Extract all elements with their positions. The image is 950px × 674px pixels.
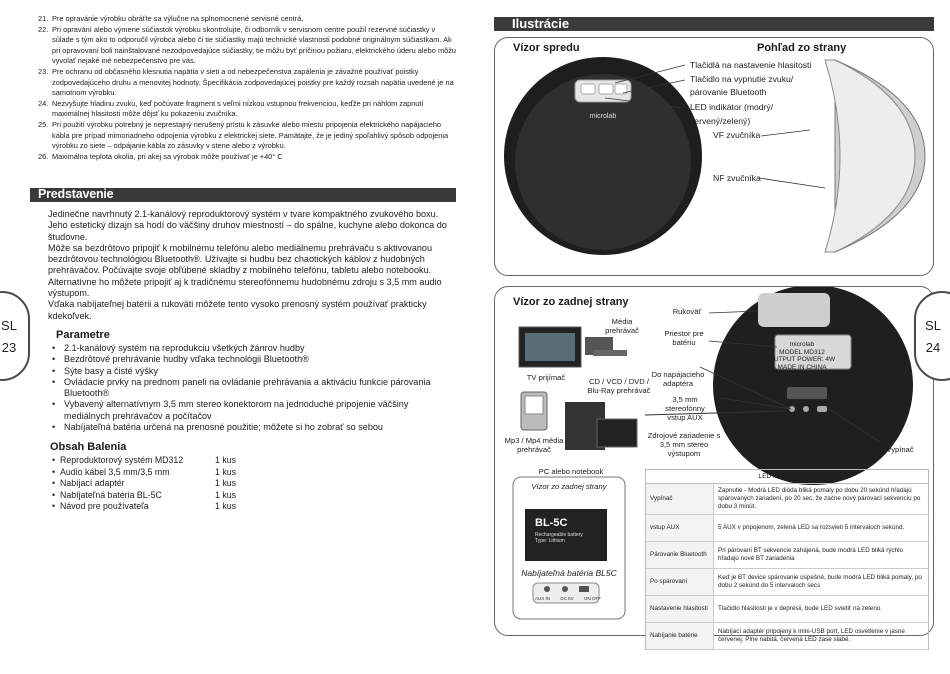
list-item: • Nabíjateľná batéria BL-5C 1 kus — [52, 489, 237, 500]
label-mp3: Mp3 / Mp4 média prehrávač — [504, 436, 564, 454]
table-row: Nabíjanie batérie Nabíjací adaptér pripojený k mini-USB port, LED osvetlenie v jasne červenej. Plne nabitá, červená LED zase slabé. — [645, 623, 929, 650]
label-lf-driver: NF zvučníka — [713, 173, 761, 183]
list-item: • Bezdrôtové prehrávanie hudby vďaka technológii Bluetooth® — [52, 354, 309, 365]
list-item: • Vybavený alternatívnym 3,5 mm stereo konektorom na jednoduché pripojenie väčšiny mediálnych prehrávačov a počítačov — [52, 399, 409, 421]
label-led: LED indikátor (modrý/ — [690, 102, 774, 112]
section-bar-predstavenie — [30, 188, 456, 202]
list-item: • Návod pre používateľa 1 kus — [52, 501, 237, 511]
note-item: 24. Nezvyšujte hladinu zvuku, keď počúvate fragment s veľmi nízkou vstupnou frekvenciou, keďže pri náhlom zapnutí maximálnej hlasitosti môže dôjsť ku pokazeniu zvučníka. — [38, 98, 424, 119]
package-list — [52, 455, 282, 513]
list-item: • Reproduktorový systém MD312 1 kus — [52, 455, 237, 465]
label-plate-text: microlab MODEL MD312 OUTPUT POWER: 4W MADE IN CHINA — [768, 341, 836, 371]
package-heading: Obsah Balenia — [50, 441, 127, 453]
label-power-adapter: Do napájacieho adaptéra — [651, 370, 705, 388]
handle-icon — [758, 293, 830, 327]
list-item: • Sýte basy a čisté výšky — [52, 365, 159, 376]
aux-port-icon — [803, 406, 809, 412]
front-view-title: Vízor spredu — [513, 42, 580, 54]
safety-notes — [38, 14, 458, 162]
intro-paragraph: Jedinečne navrhnutý 2.1-kanálový reproduktorový systém v tvare kompaktného zvukového boxu. — [48, 209, 439, 219]
list-item: • Nabíjateľná batéria určená na prenosné použitie; môžete si ho zobrať so sebou — [52, 422, 383, 433]
list-item: • 2.1-kanálový systém na reprodukciu všetkých žánrov hudby — [52, 343, 305, 353]
intro-paragraph: Jeho estetický dizajn sa hodí do väčšiny druhov miestností – do spálne, kuchyne alebo dokonca do študovne. — [48, 220, 447, 242]
page-number: 24 — [925, 340, 941, 355]
params-heading: Parametre — [56, 329, 110, 341]
list-item: • Audio kábel 3,5 mm/3,5 mm 1 kus — [52, 466, 237, 477]
side-view-title: Pohľad zo strany — [757, 42, 847, 54]
battery-caption: Nabíjateľná batéria BL5C — [521, 568, 617, 578]
intro-paragraph: Môže sa bezdrôtovo pripojiť k mobilnému telefónu alebo mediálnemu prehrávaču s aktivovanou bezdrôtovou technológiou Bluetooth®. Užívajte si hudbu bez chaotických káblov z hudobných prehrávačov. Počúvajte svoje obľúbené skladby z mobilného telefónu, tabletu alebo notebooku. — [48, 242, 433, 276]
label-source-device: Zdrojové zariadenie s 3,5 mm stereo výstupom — [647, 431, 721, 458]
note-item: 25. Pri použití výrobku potrebný je neprestajný nerušený prístu k zásuvke alebo miestu pripojenia elektrického napájacieho kábla pre prípad mimoriadneho odpojenia výrobku z elektrickej siete. Pamätajte, že je jediný spoľahlivý spôsob odpojenia výrobku zo siete – odpájanie kábla zo zásuvky v stene alebo z výrobku. — [38, 119, 449, 151]
label-aux-input: 3,5 mm stereofónny vstup AUX — [665, 395, 705, 422]
intro-text — [48, 209, 448, 322]
section-bar-ilustracie — [494, 17, 934, 31]
page-number: 23 — [1, 340, 17, 355]
language-code: SL — [1, 318, 17, 333]
label-led: červený/zelený) — [690, 116, 751, 126]
label-volume-buttons: Tlačidlá na nastavenie hlasitosti — [690, 60, 812, 70]
power-switch-icon — [817, 406, 827, 412]
page-tab-right — [914, 291, 950, 381]
page-tab-left — [0, 291, 30, 381]
led-status-table — [645, 469, 929, 650]
label-mute-pair: párovanie Bluetooth — [690, 87, 767, 97]
label-battery-bay: Priestor pre batériu — [664, 329, 704, 347]
label-media-player: Média prehrávač — [605, 317, 639, 335]
notebook-icon — [597, 419, 637, 447]
section-title: Ilustrácie — [512, 16, 570, 31]
battery-model: BL-5C — [535, 517, 568, 529]
label-tv: TV prijímač — [526, 373, 566, 382]
battery-spec: Rechargeable battery Type: Lithium — [535, 532, 583, 544]
table-row: vstup AUX 5 AUX v pripojenom, zelená LED sa rozsvieti 5 intervaloch sekúnd. — [645, 515, 929, 542]
list-item: • Ovládacie prvky na prednom paneli na ovládanie prehrávania a aktiváciu funkcie párovania Bluetooth® — [52, 376, 431, 399]
front-view-panel — [494, 37, 934, 276]
table-row: Párovanie Bluetooth Pri párovaní BT sekvencie zahájená, bude modrá LED bliká rýchlo hľadajú nové BT zariadenia — [645, 542, 929, 569]
table-row: Po spárovaní Keď je BT device spárovanie úspešné, bude modrá LED bliká pomaly, po dobu 2 sekúnd do 5 intervaloch secs — [645, 569, 929, 596]
label-mute-pair: Tlačidlo na vypnutie zvuku/ — [690, 74, 794, 84]
params-list — [52, 343, 452, 433]
note-item: 21. Pre opravánie výrobku obráťte sa výlučne na splnomocnené servisné centrá. — [38, 14, 304, 23]
language-code: SL — [925, 318, 941, 333]
table-row: Nastavenie hlasitosti Tlačidlo hlasitosti je v depresii, bude LED svietiť na zeleno. — [645, 596, 929, 623]
brand-logo: microlab — [589, 113, 617, 120]
table-title: LED indikátor stavu — [645, 469, 929, 484]
back-view-title: Vízor zo zadnej strany — [513, 296, 629, 308]
note-item: 22. Pri opravání alebo výmene súčiastok výrobku skontrolujte, či odborník v servisnom centre použil rezervné súčiastky v súlade s tým ako to odporučil výrobca alebo či tie súčiastky majú technické vlastnosti podobné originálnym súčiastkam. Ak pri opravovaní boli nainštalované nezodpovedajúce súčiastky, tie môžu byť príčinou požiaru, elektrického úderu alebo môžu vyvolať nejaké iné nebezpečenstvo pre vás. — [38, 24, 457, 66]
intro-paragraph: Alternatívne ho môžete pripojiť aj k tradičnému stereofónnemu hudobnému zdroju s 3,5 mm audio výstupom. — [48, 276, 442, 299]
label-disc-player: CD / VCD / DVD / Blu-Ray prehrávač — [587, 377, 651, 395]
note-item: 23. Pre ochranu od občasného klesnutia napätia v sieti a od nebezpečenstva zapálenia je závažné používať poistky zodpovedajúceho druhu a menovitej hodnoty. Špecifikácia zodpovedajúcej poistky pre každý rozsah napätia uvedené je na samotnom výrobku. — [38, 66, 454, 98]
label-hf-driver: VF zvučníka — [713, 130, 761, 140]
table-row: Vypínač Zapnutie - Modrá LED dióda bliká pomaly po dobu 20 sekúnd hľadajú spárovaných zariadení, po 20 sec, že začne nový párovací sekvenciu po dobu 3 minút. — [645, 484, 929, 515]
inset-title: Vízor zo zadnej strany — [531, 482, 607, 491]
note-item: 26. Maximálna teplota okolia, pri akej sa výrobok môže používať je +40° C — [38, 151, 283, 161]
intro-paragraph: Vďaka nabíjateľnej batérii a rukoväti môžete tento vysoko prenosný systém používať prakticky kdekoľvek. — [48, 299, 427, 321]
inset-ports: AUX IN DC 5V ON OFF — [535, 596, 601, 601]
label-pc: PC alebo notebook — [538, 467, 604, 476]
disc-player-icon — [593, 350, 627, 356]
list-item: • Nabíjací adaptér 1 kus — [52, 478, 237, 488]
label-handle: Rukoväť — [672, 307, 702, 316]
section-title: Predstavenie — [38, 187, 114, 201]
label-power-switch: Vypínač — [886, 445, 914, 454]
